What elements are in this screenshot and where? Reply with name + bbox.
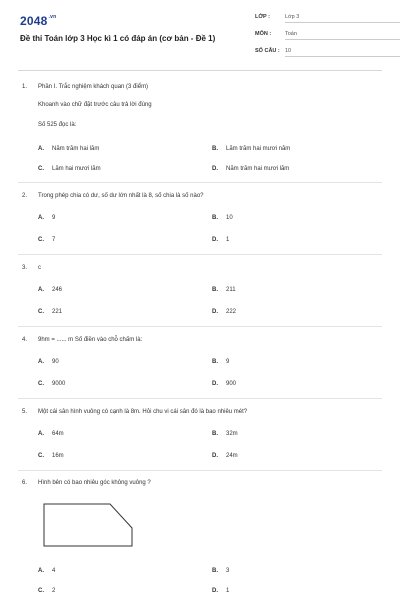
question-divider	[18, 182, 382, 183]
meta-value: 10	[285, 48, 400, 57]
question-stem: Hình bên có bao nhiêu góc không vuông ?	[38, 480, 151, 486]
logo-suffix: .vn	[48, 14, 57, 20]
question-stem: Phần I. Trắc nghiệm khách quan (3 điểm)	[38, 84, 149, 90]
option-c[interactable]: C. 221	[38, 309, 63, 315]
question-stem: c	[38, 265, 41, 271]
question-number: 1.	[22, 84, 28, 90]
meta-value: Toán	[285, 31, 400, 40]
option-a[interactable]: A. 90	[38, 359, 59, 365]
question-number: 6.	[22, 480, 28, 486]
question-number: 5.	[22, 409, 28, 415]
option-c[interactable]: C. 7	[38, 237, 56, 243]
option-d[interactable]: D. 24m	[212, 453, 238, 459]
option-a[interactable]: A. 4	[38, 568, 56, 574]
question-number: 4.	[22, 337, 28, 343]
question-stem: 9hm = ...... m Số điền vào chỗ chấm là:	[38, 337, 143, 343]
meta-label: LỚP :	[255, 14, 270, 20]
logo-text: 2048	[20, 14, 48, 28]
figure-polygon	[44, 504, 132, 546]
question-instruction: Khoanh vào chữ đặt trước câu trả lời đúng	[38, 102, 152, 108]
option-d[interactable]: D. 900	[212, 381, 237, 387]
question-prompt: Số 525 đọc là:	[38, 122, 77, 128]
option-a[interactable]: A. Năm trăm hai lăm	[38, 146, 100, 152]
question-stem: Một cái sân hình vuông có cạnh là 8m. Hỏi chu vi cái sân đó là bao nhiêu mét?	[38, 409, 248, 415]
option-d[interactable]: D. 1	[212, 588, 230, 594]
question-number: 3.	[22, 265, 28, 271]
option-d[interactable]: D. Năm trăm hai mươi lăm	[212, 166, 290, 172]
option-c[interactable]: C. Lăm hai mươi lăm	[38, 166, 101, 172]
option-c[interactable]: C. 9000	[38, 381, 66, 387]
question-divider	[18, 398, 382, 399]
site-logo[interactable]	[20, 14, 56, 28]
option-a[interactable]: A. 9	[38, 215, 56, 221]
option-d[interactable]: D. 1	[212, 237, 230, 243]
option-b[interactable]: B. 3	[212, 568, 230, 574]
option-a[interactable]: A. 64m	[38, 431, 64, 437]
question-divider	[18, 254, 382, 255]
header	[0, 0, 400, 70]
option-b[interactable]: B. 10	[212, 215, 233, 221]
question-divider	[18, 470, 382, 471]
header-divider	[18, 70, 382, 71]
meta-label: MÔN :	[255, 31, 272, 37]
option-c[interactable]: C. 16m	[38, 453, 64, 459]
page-title: Đề thi Toán lớp 3 Học kì 1 có đáp án (cơ bản - Đề 1)	[20, 34, 216, 43]
option-b[interactable]: B. 211	[212, 287, 236, 293]
option-b[interactable]: B. 32m	[212, 431, 238, 437]
option-a[interactable]: A. 246	[38, 287, 63, 293]
option-c[interactable]: C. 2	[38, 588, 56, 594]
option-b[interactable]: B. Lăm trăm hai mươi năm	[212, 146, 291, 152]
question-number: 2.	[22, 193, 28, 199]
question-divider	[18, 326, 382, 327]
question-stem: Trong phép chia có dư, số dư lớn nhất là 8, số chia là số nào?	[38, 193, 204, 199]
meta-value: Lớp 3	[285, 14, 400, 23]
option-d[interactable]: D. 222	[212, 309, 237, 315]
figure-shape	[40, 500, 136, 550]
meta-label: SỐ CÂU :	[255, 48, 280, 54]
option-b[interactable]: B. 9	[212, 359, 230, 365]
